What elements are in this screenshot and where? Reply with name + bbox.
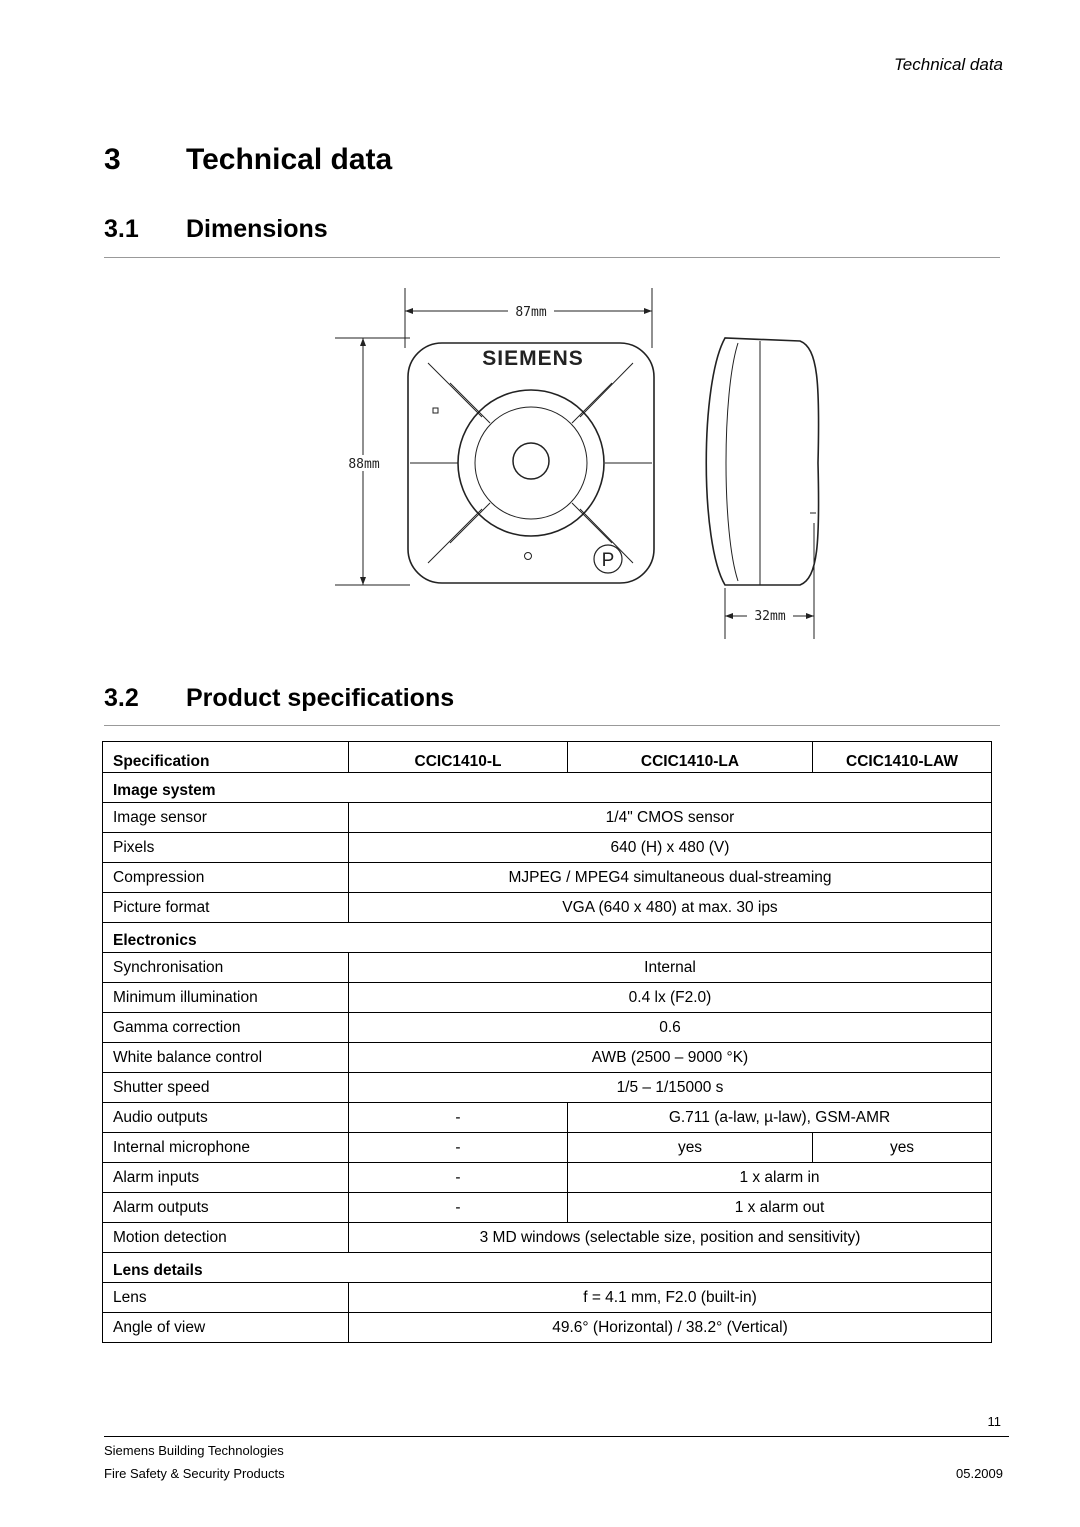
section-divider <box>104 725 1000 726</box>
chapter-title: Technical data <box>186 143 393 176</box>
camera-dimension-drawing <box>330 283 830 648</box>
specifications-table <box>102 741 992 1343</box>
lens-icon <box>513 443 549 479</box>
row-label: Pixels <box>103 833 349 863</box>
group-electronics: Electronics <box>103 923 992 953</box>
row-value-la-law: 1 x alarm in <box>568 1163 992 1193</box>
table-row <box>103 1013 992 1043</box>
row-label: Gamma correction <box>103 1013 349 1043</box>
section-number: 3.1 <box>104 215 139 243</box>
row-value: AWB (2500 – 9000 °K) <box>349 1043 992 1073</box>
table-row <box>103 1103 992 1133</box>
width-label: 87mm <box>515 305 547 320</box>
chapter-number: 3 <box>104 143 121 176</box>
group-row <box>103 923 992 953</box>
table-row <box>103 1043 992 1073</box>
arrow-icon <box>360 338 366 346</box>
lens-ring-outer <box>458 390 604 536</box>
facet-line <box>572 383 612 423</box>
footer-company: Siemens Building Technologies <box>104 1443 284 1458</box>
header-ccic1410-l: CCIC1410-L <box>349 742 568 773</box>
table-row <box>103 1073 992 1103</box>
footer-division: Fire Safety & Security Products <box>104 1466 285 1481</box>
chapter-heading <box>104 143 392 177</box>
arrow-icon <box>405 308 413 314</box>
arrow-icon <box>725 613 733 619</box>
badge-letter: P <box>601 550 615 571</box>
row-label: Minimum illumination <box>103 983 349 1013</box>
row-label: Audio outputs <box>103 1103 349 1133</box>
row-value-l: - <box>349 1193 568 1223</box>
row-value-la-law: G.711 (a-law, µ-law), GSM-AMR <box>568 1103 992 1133</box>
table-row <box>103 1163 992 1193</box>
side-contour <box>726 343 738 581</box>
facet-line <box>428 509 482 563</box>
camera-side-body <box>706 338 818 585</box>
row-value: 1/4" CMOS sensor <box>349 803 992 833</box>
row-label: Alarm outputs <box>103 1193 349 1223</box>
siemens-logo: SIEMENS <box>482 347 584 370</box>
row-value: f = 4.1 mm, F2.0 (built-in) <box>349 1283 992 1313</box>
row-value: Internal <box>349 953 992 983</box>
section-specs-heading <box>104 684 454 713</box>
facet-line <box>450 383 490 423</box>
row-label: Image sensor <box>103 803 349 833</box>
row-value: 640 (H) x 480 (V) <box>349 833 992 863</box>
led-indicator-icon <box>433 408 438 413</box>
row-value: 49.6° (Horizontal) / 38.2° (Vertical) <box>349 1313 992 1343</box>
row-value: MJPEG / MPEG4 simultaneous dual-streaming <box>349 863 992 893</box>
section-title: Dimensions <box>186 215 328 243</box>
group-row <box>103 1253 992 1283</box>
microphone-hole-icon <box>525 553 532 560</box>
arrow-icon <box>360 577 366 585</box>
section-title: Product specifications <box>186 684 455 712</box>
section-number: 3.2 <box>104 684 139 712</box>
header-ccic1410-la: CCIC1410-LA <box>568 742 813 773</box>
table-row <box>103 1283 992 1313</box>
row-value: 0.6 <box>349 1013 992 1043</box>
table-row <box>103 803 992 833</box>
arrow-icon <box>806 613 814 619</box>
row-value: VGA (640 x 480) at max. 30 ips <box>349 893 992 923</box>
row-value: 0.4 lx (F2.0) <box>349 983 992 1013</box>
running-header: Technical data <box>893 55 1003 74</box>
row-value-l: - <box>349 1163 568 1193</box>
row-value-l: - <box>349 1103 568 1133</box>
row-label: Internal microphone <box>103 1133 349 1163</box>
footer-date: 05.2009 <box>956 1466 1003 1481</box>
group-row <box>103 773 992 803</box>
row-value-law: yes <box>813 1133 992 1163</box>
row-label: Lens <box>103 1283 349 1313</box>
table-header-row <box>103 742 992 773</box>
table-row <box>103 983 992 1013</box>
header-specification: Specification <box>103 742 349 773</box>
facet-line <box>428 363 482 417</box>
table-row <box>103 863 992 893</box>
row-label: White balance control <box>103 1043 349 1073</box>
section-divider <box>104 257 1000 258</box>
row-label: Picture format <box>103 893 349 923</box>
row-label: Compression <box>103 863 349 893</box>
row-label: Shutter speed <box>103 1073 349 1103</box>
table-row <box>103 1313 992 1343</box>
row-value: 3 MD windows (selectable size, position and sensitivity) <box>349 1223 992 1253</box>
row-value: 1/5 – 1/15000 s <box>349 1073 992 1103</box>
row-value-l: - <box>349 1133 568 1163</box>
row-value-la-law: 1 x alarm out <box>568 1193 992 1223</box>
row-label: Alarm inputs <box>103 1163 349 1193</box>
row-label: Synchronisation <box>103 953 349 983</box>
group-image-system: Image system <box>103 773 992 803</box>
footer-divider <box>104 1436 1009 1437</box>
arrow-icon <box>644 308 652 314</box>
row-label: Motion detection <box>103 1223 349 1253</box>
table-row <box>103 1133 992 1163</box>
section-dimensions-heading <box>104 215 328 244</box>
table-row <box>103 833 992 863</box>
facet-line <box>572 503 612 543</box>
row-label: Angle of view <box>103 1313 349 1343</box>
depth-label: 32mm <box>754 609 786 624</box>
header-ccic1410-law: CCIC1410-LAW <box>813 742 992 773</box>
facet-line <box>580 363 633 417</box>
lens-ring-inner <box>475 407 587 519</box>
row-value-la: yes <box>568 1133 813 1163</box>
facet-line <box>450 503 490 543</box>
table-row <box>103 1223 992 1253</box>
group-lens-details: Lens details <box>103 1253 992 1283</box>
table-row <box>103 893 992 923</box>
table-row <box>103 1193 992 1223</box>
page-number: 11 <box>987 1414 1001 1429</box>
height-label: 88mm <box>348 457 380 472</box>
table-row <box>103 953 992 983</box>
